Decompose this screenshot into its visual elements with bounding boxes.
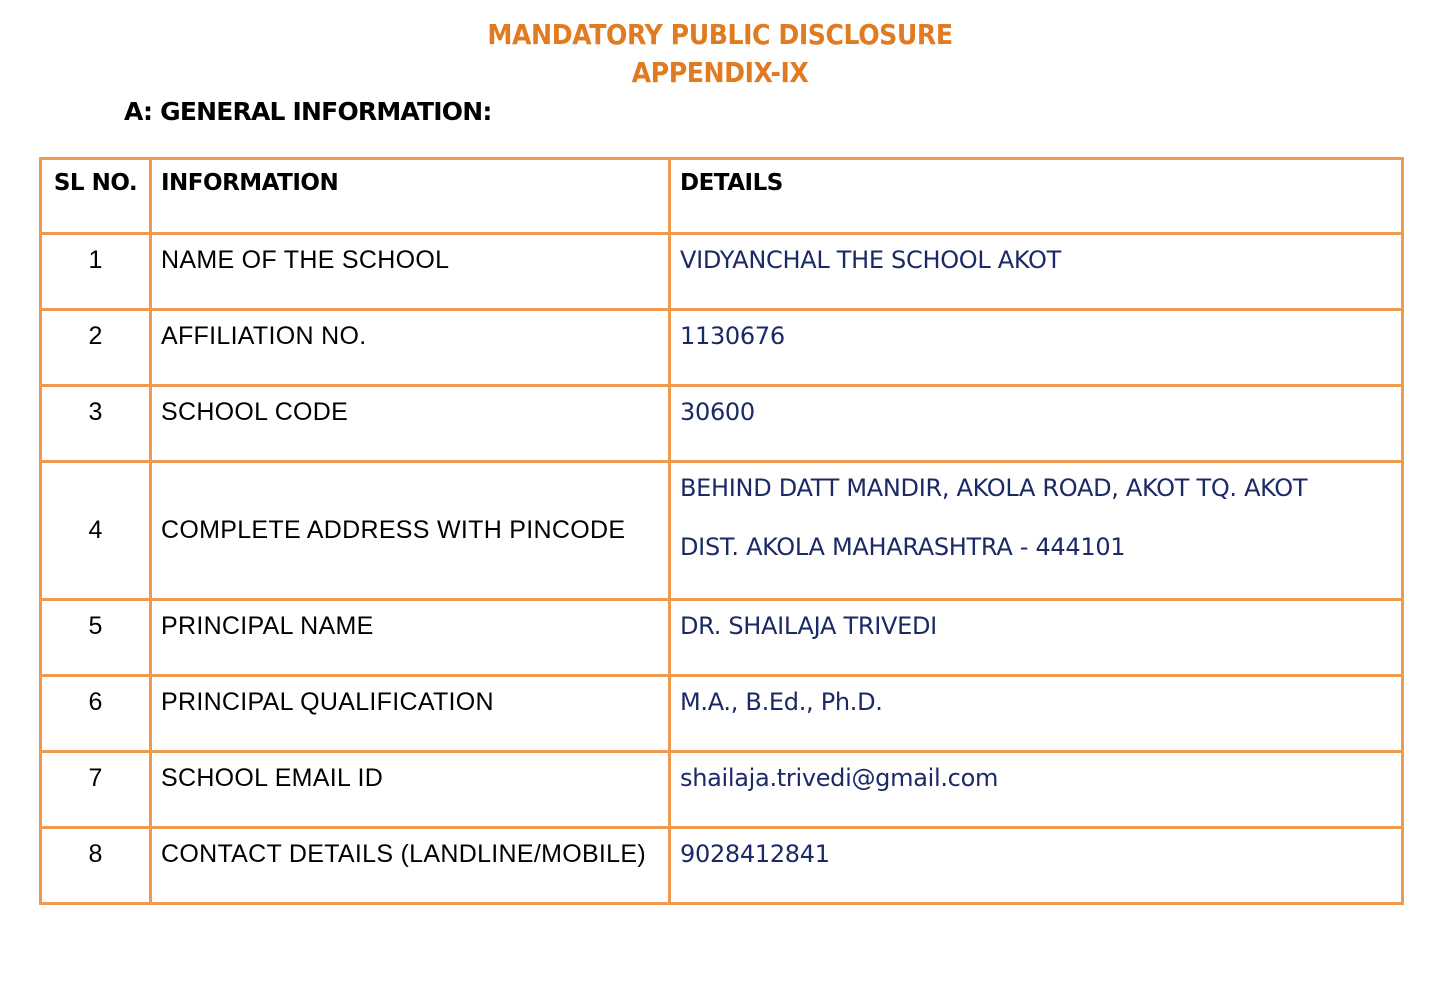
row-label: PRINCIPAL NAME (151, 600, 670, 676)
row-label: CONTACT DETAILS (LANDLINE/MOBILE) (151, 828, 670, 904)
section-heading: A: GENERAL INFORMATION: (124, 97, 492, 126)
page-title: MANDATORY PUBLIC DISCLOSURE (487, 18, 953, 51)
table-row (41, 828, 1403, 904)
row-number: 2 (41, 310, 151, 386)
table-row (41, 310, 1403, 386)
row-value-email: shailaja.trivedi@gmail.com (670, 752, 1403, 828)
page-subtitle: APPENDIX-IX (631, 56, 809, 89)
row-label: COMPLETE ADDRESS WITH PINCODE (151, 462, 670, 600)
row-number: 7 (41, 752, 151, 828)
row-value: M.A., B.Ed., Ph.D. (670, 676, 1403, 752)
table-row (41, 234, 1403, 310)
row-value: VIDYANCHAL THE SCHOOL AKOT (670, 234, 1403, 310)
column-header-information: INFORMATION (151, 159, 670, 234)
table-row (41, 752, 1403, 828)
row-value: 30600 (670, 386, 1403, 462)
row-label: SCHOOL CODE (151, 386, 670, 462)
row-number: 6 (41, 676, 151, 752)
column-header-sl-no: SL NO. (41, 159, 151, 234)
row-label: NAME OF THE SCHOOL (151, 234, 670, 310)
table-header-row (41, 159, 1403, 234)
row-label: PRINCIPAL QUALIFICATION (151, 676, 670, 752)
table-row (41, 676, 1403, 752)
table-row (41, 462, 1403, 600)
table-row (41, 386, 1403, 462)
row-label: AFFILIATION NO. (151, 310, 670, 386)
row-number: 5 (41, 600, 151, 676)
address-line-1: BEHIND DATT MANDIR, AKOLA ROAD, AKOT TQ. AKOT (680, 474, 1308, 502)
row-label: SCHOOL EMAIL ID (151, 752, 670, 828)
address-line-2: DIST. AKOLA MAHARASHTRA - 444101 (680, 533, 1126, 561)
row-number: 1 (41, 234, 151, 310)
row-value: 1130676 (670, 310, 1403, 386)
table-row (41, 600, 1403, 676)
column-header-details: DETAILS (670, 159, 1403, 234)
row-value-phone: 9028412841 (670, 828, 1403, 904)
row-number: 3 (41, 386, 151, 462)
row-value-address (670, 462, 1403, 600)
general-information-table (39, 157, 1404, 905)
row-number: 8 (41, 828, 151, 904)
row-value: DR. SHAILAJA TRIVEDI (670, 600, 1403, 676)
row-number: 4 (41, 462, 151, 600)
